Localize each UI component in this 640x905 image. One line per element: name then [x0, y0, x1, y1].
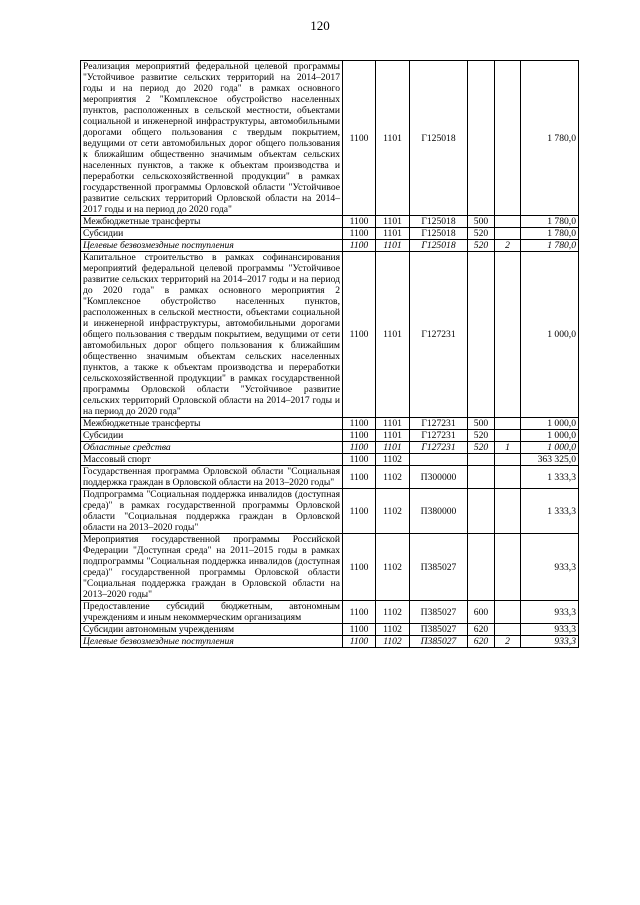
section-code: 1100: [343, 442, 376, 454]
subsection-code: 1101: [376, 430, 410, 442]
amount-value: 1 333,3: [521, 489, 579, 534]
funding-source-code: [495, 534, 521, 601]
section-code: 1100: [343, 430, 376, 442]
table-row: [81, 624, 579, 636]
funding-source-code: [495, 601, 521, 624]
funding-source-code: 2: [495, 240, 521, 252]
subsection-code: 1101: [376, 228, 410, 240]
amount-value: 1 000,0: [521, 430, 579, 442]
expense-type-code: [468, 534, 495, 601]
expense-type-code: 620: [468, 624, 495, 636]
subsection-code: 1101: [376, 418, 410, 430]
target-article-code: П380000: [410, 489, 468, 534]
target-article-code: Г125018: [410, 228, 468, 240]
section-code: 1100: [343, 601, 376, 624]
section-code: 1100: [343, 624, 376, 636]
subsection-code: 1102: [376, 534, 410, 601]
target-article-code: Г127231: [410, 418, 468, 430]
row-name: Предоставление субсидий бюджетным, автономным учреждениям и иным некоммерческим организациям: [81, 601, 343, 624]
amount-value: 363 325,0: [521, 454, 579, 466]
funding-source-code: 1: [495, 442, 521, 454]
expense-type-code: [468, 489, 495, 534]
table-row: [81, 534, 579, 601]
target-article-code: Г127231: [410, 442, 468, 454]
section-code: 1100: [343, 61, 376, 216]
subsection-code: 1101: [376, 252, 410, 418]
amount-value: 1 780,0: [521, 240, 579, 252]
target-article-code: Г127231: [410, 430, 468, 442]
expense-type-code: [468, 61, 495, 216]
budget-table-body: [81, 61, 579, 648]
section-code: 1100: [343, 636, 376, 648]
section-code: 1100: [343, 252, 376, 418]
amount-value: 933,3: [521, 624, 579, 636]
target-article-code: П385027: [410, 534, 468, 601]
subsection-code: 1101: [376, 61, 410, 216]
expense-type-code: 520: [468, 240, 495, 252]
expense-type-code: 520: [468, 430, 495, 442]
amount-value: 1 000,0: [521, 442, 579, 454]
amount-value: 1 780,0: [521, 61, 579, 216]
funding-source-code: 2: [495, 636, 521, 648]
table-row: [81, 418, 579, 430]
subsection-code: 1102: [376, 636, 410, 648]
table-row: [81, 636, 579, 648]
row-name: Мероприятия государственной программы Российской Федерации "Доступная среда" на 2011–2015 годы в рамках подпрограммы "Социальная поддержка инвалидов (доступная среда)" государственной программы Орловской области "Социальная поддержка граждан в Орловской области на 2013–2020 годы": [81, 534, 343, 601]
funding-source-code: [495, 489, 521, 534]
subsection-code: 1102: [376, 454, 410, 466]
expense-type-code: 600: [468, 601, 495, 624]
section-code: 1100: [343, 534, 376, 601]
expense-type-code: 520: [468, 442, 495, 454]
subsection-code: 1101: [376, 240, 410, 252]
subsection-code: 1102: [376, 624, 410, 636]
section-code: 1100: [343, 216, 376, 228]
funding-source-code: [495, 430, 521, 442]
amount-value: 1 000,0: [521, 252, 579, 418]
funding-source-code: [495, 418, 521, 430]
table-row: [81, 228, 579, 240]
section-code: 1100: [343, 240, 376, 252]
row-name: Капитальное строительство в рамках софинансирования мероприятий федеральной целевой программы "Устойчивое развитие сельских территорий на 2014–2017 годы и на период до 2020 года" в рамках основного мероприятия 2 "Комплексное обустройство населенных пунктов, расположенных в сельской местности, объектами социальной и инженерной инфраструктуры, автомобильными дорогами общего пользования с твердым покрытием, ведущими от сети автомобильных дорог общего пользования к ближайшим общественно значимым объектам сельских населенных пунктов, а также к объектам производства и переработки сельскохозяйственной продукции" в рамках государственной программы Орловской области "Устойчивое развитие сельских территорий Орловской области на 2014–2017 годы и на период до 2020 года": [81, 252, 343, 418]
funding-source-code: [495, 228, 521, 240]
target-article-code: Г125018: [410, 240, 468, 252]
target-article-code: П385027: [410, 624, 468, 636]
subsection-code: 1101: [376, 442, 410, 454]
section-code: 1100: [343, 489, 376, 534]
subsection-code: 1102: [376, 466, 410, 489]
amount-value: 1 780,0: [521, 228, 579, 240]
expense-type-code: 620: [468, 636, 495, 648]
row-name: Государственная программа Орловской области "Социальная поддержка граждан в Орловской области на 2013–2020 годы": [81, 466, 343, 489]
target-article-code: Г127231: [410, 252, 468, 418]
amount-value: 1 333,3: [521, 466, 579, 489]
page-number: 120: [310, 18, 330, 33]
table-row: [81, 252, 579, 418]
row-name: Межбюджетные трансферты: [81, 418, 343, 430]
target-article-code: Г125018: [410, 216, 468, 228]
row-name: Межбюджетные трансферты: [81, 216, 343, 228]
expense-type-code: [468, 252, 495, 418]
funding-source-code: [495, 252, 521, 418]
expense-type-code: 500: [468, 216, 495, 228]
section-code: 1100: [343, 466, 376, 489]
table-row: [81, 430, 579, 442]
row-name: Субсидии: [81, 430, 343, 442]
row-name: Массовый спорт: [81, 454, 343, 466]
expense-type-code: 500: [468, 418, 495, 430]
funding-source-code: [495, 624, 521, 636]
row-name: Субсидии автономным учреждениям: [81, 624, 343, 636]
amount-value: 933,3: [521, 636, 579, 648]
amount-value: 1 780,0: [521, 216, 579, 228]
target-article-code: [410, 454, 468, 466]
row-name: Реализация мероприятий федеральной целевой программы "Устойчивое развитие сельских территорий на 2014–2017 годы и на период до 2020 года" в рамках основного мероприятия 2 "Комплексное обустройство населенных пунктов, расположенных в сельской местности, объектами социальной и инженерной инфраструктуры, автомобильными дорогами общего пользования с твердым покрытием, ведущими от сети автомобильных дорог общего пользования к ближайшим общественно значимым объектам сельских населенных пунктов, а также к объектам производства и переработки сельскохозяйственной продукции" в рамках государственной программы Орловской области "Устойчивое развитие сельских территорий Орловской области на 2014–2017 годы и на период до 2020 года": [81, 61, 343, 216]
target-article-code: П300000: [410, 466, 468, 489]
row-name: Субсидии: [81, 228, 343, 240]
budget-table: [80, 60, 579, 648]
expense-type-code: 520: [468, 228, 495, 240]
target-article-code: П385027: [410, 601, 468, 624]
target-article-code: Г125018: [410, 61, 468, 216]
table-row: [81, 442, 579, 454]
subsection-code: 1102: [376, 601, 410, 624]
section-code: 1100: [343, 228, 376, 240]
table-row: [81, 240, 579, 252]
amount-value: 1 000,0: [521, 418, 579, 430]
funding-source-code: [495, 216, 521, 228]
funding-source-code: [495, 454, 521, 466]
expense-type-code: [468, 466, 495, 489]
row-name: Целевые безвозмездные поступления: [81, 636, 343, 648]
target-article-code: П385027: [410, 636, 468, 648]
table-row: [81, 489, 579, 534]
funding-source-code: [495, 466, 521, 489]
table-row: [81, 601, 579, 624]
row-name: Подпрограмма "Социальная поддержка инвалидов (доступная среда)" в рамках государственной программы Орловской области "Социальная поддержка граждан в Орловской области на 2013–2020 годы": [81, 489, 343, 534]
amount-value: 933,3: [521, 601, 579, 624]
amount-value: 933,3: [521, 534, 579, 601]
funding-source-code: [495, 61, 521, 216]
section-code: 1100: [343, 454, 376, 466]
section-code: 1100: [343, 418, 376, 430]
subsection-code: 1101: [376, 216, 410, 228]
table-row: [81, 216, 579, 228]
subsection-code: 1102: [376, 489, 410, 534]
row-name: Целевые безвозмездные поступления: [81, 240, 343, 252]
table-row: [81, 454, 579, 466]
expense-type-code: [468, 454, 495, 466]
table-row: [81, 466, 579, 489]
table-row: [81, 61, 579, 216]
row-name: Областные средства: [81, 442, 343, 454]
